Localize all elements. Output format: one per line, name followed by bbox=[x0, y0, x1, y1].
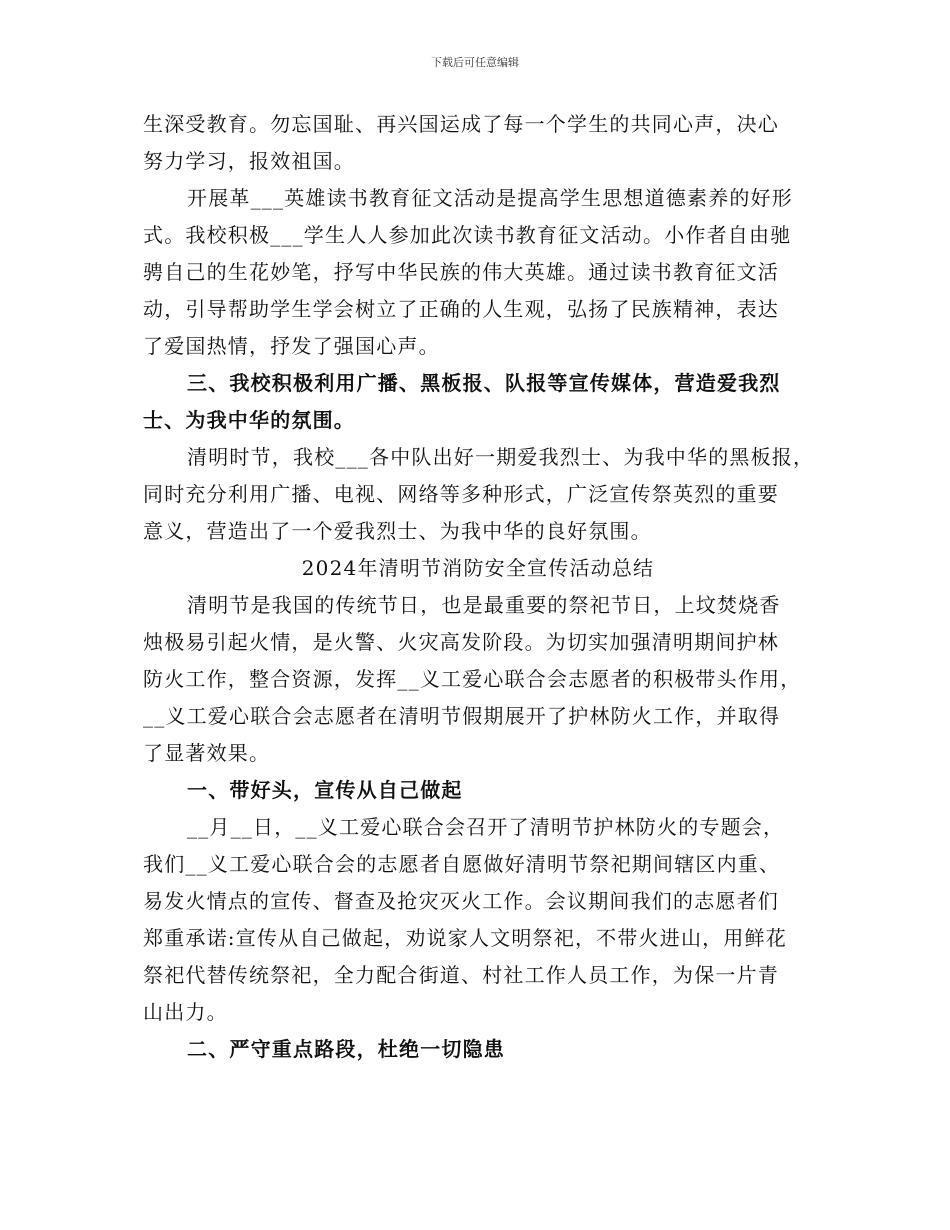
body-text-line: 山出力。 bbox=[143, 1000, 228, 1024]
body-text-line: 开展革___英雄读书教育征文活动是提高学生思想道德素养的好形 bbox=[187, 186, 793, 210]
body-text-line: 郑重承诺:宣传从自己做起，劝说家人文明祭祀，不带火进山，用鲜花 bbox=[143, 926, 787, 950]
section-heading-line: 二、严守重点路段，杜绝一切隐患 bbox=[187, 1037, 505, 1061]
page-header: 下载后可任意编辑 bbox=[431, 56, 519, 69]
document-title: 2024年清明节消防安全宣传活动总结 bbox=[301, 556, 655, 580]
body-text-line: __月__日，__义工爱心联合会召开了清明节护林防火的专题会， bbox=[187, 815, 785, 839]
body-text-line: 生深受教育。勿忘国耻、再兴国运成了每一个学生的共同心声，决心 bbox=[143, 112, 779, 136]
body-text-line: 易发火情点的宣传、督查及抢灾灭火工作。会议期间我们的志愿者们 bbox=[143, 889, 779, 913]
body-text-line: 意义，营造出了一个爱我烈士、为我中华的良好氛围。 bbox=[143, 519, 652, 543]
body-text-line: 同时充分利用广播、电视、网络等多种形式，广泛宣传祭英烈的重要 bbox=[143, 482, 779, 506]
body-text-line: 骋自己的生花妙笔，抒写中华民族的伟大英雄。通过读书教育征文活 bbox=[143, 260, 779, 284]
document-body bbox=[143, 106, 823, 1068]
body-text-line: 清明时节，我校___各中队出好一期爱我烈士、为我中华的黑板报， bbox=[187, 445, 815, 469]
body-text-line: 烛极易引起火情，是火警、火灾高发阶段。为切实加强清明期间护林 bbox=[143, 630, 779, 654]
section-heading-line: 一、带好头，宣传从自己做起 bbox=[187, 778, 463, 802]
body-text-line: 式。我校积极___学生人人参加此次读书教育征文活动。小作者自由驰 bbox=[143, 223, 792, 247]
body-text-line: 了爱国热情，抒发了强国心声。 bbox=[143, 334, 440, 358]
body-text-line: 清明节是我国的传统节日，也是最重要的祭祀节日，上坟焚烧香 bbox=[187, 593, 781, 617]
body-text-line: 努力学习，报效祖国。 bbox=[143, 149, 355, 173]
body-text-line: __义工爱心联合会志愿者在清明节假期展开了护林防火工作，并取得 bbox=[143, 704, 781, 728]
body-text-line: 动，引导帮助学生学会树立了正确的人生观，弘扬了民族精神，表达 bbox=[143, 297, 779, 321]
section-heading-line: 三、我校积极利用广播、黑板报、队报等宣传媒体，营造爱我烈 bbox=[187, 371, 781, 395]
body-text-line: 祭祀代替传统祭祀，全力配合街道、村社工作人员工作，为保一片青 bbox=[143, 963, 779, 987]
body-text-line: 了显著效果。 bbox=[143, 741, 271, 765]
section-heading-line: 士、为我中华的氛围。 bbox=[143, 408, 355, 432]
body-text-line: 防火工作，整合资源，发挥__义工爱心联合会志愿者的积极带头作用， bbox=[143, 667, 802, 691]
body-text-line: 我们__义工爱心联合会的志愿者自愿做好清明节祭祀期间辖区内重、 bbox=[143, 852, 781, 876]
